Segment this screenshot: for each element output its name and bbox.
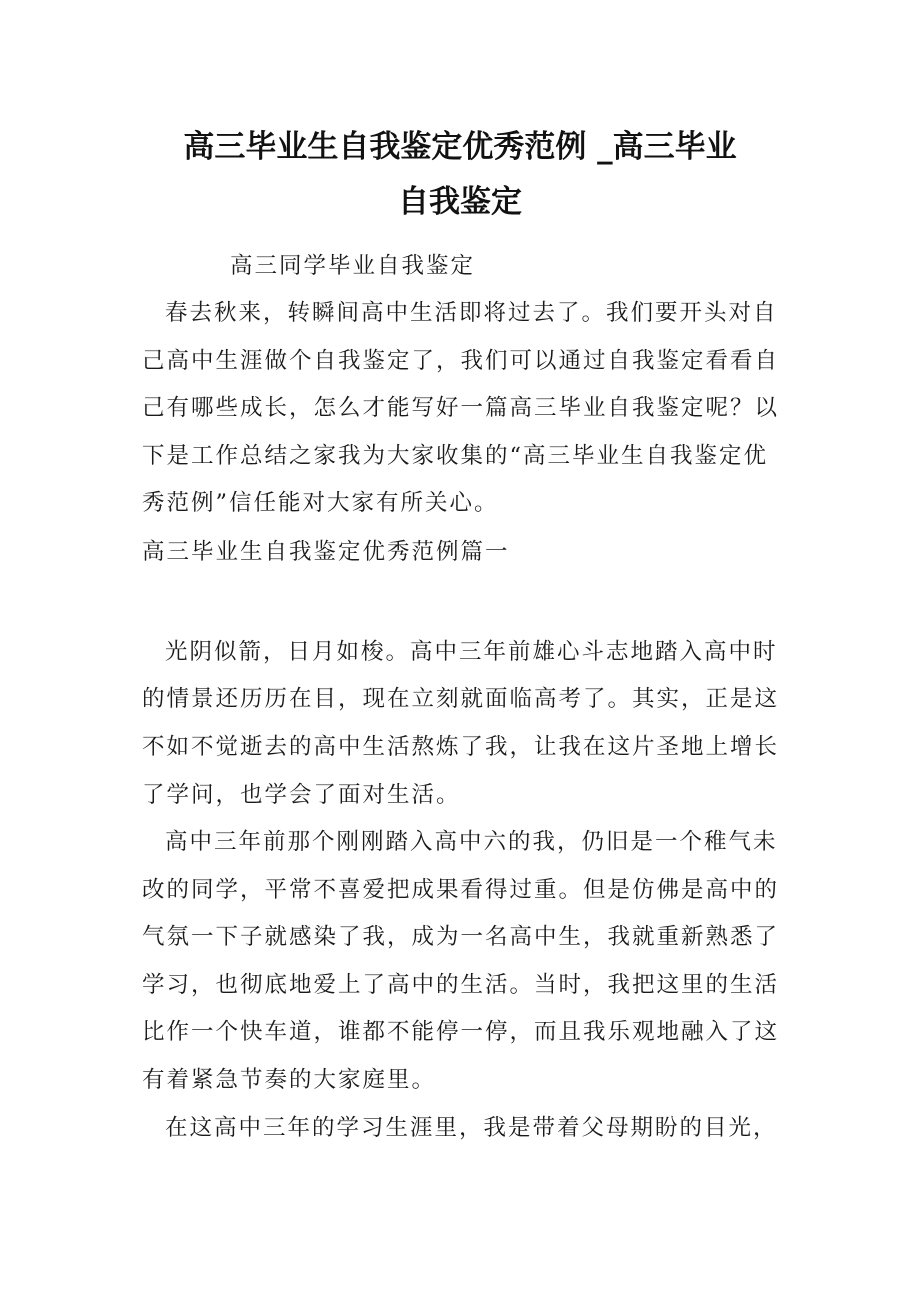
paragraph-line: 的情景还历历在目，现在立刻就面临高考了。其实，正是这 [142, 686, 780, 712]
paragraph-line: 在这高中三年的学习生涯里，我是带着父母期盼的目光， [165, 1115, 778, 1141]
paragraph-line: 有着紧急节奏的大家庭里。 [142, 1067, 437, 1093]
paragraph-line: 己有哪些成长，怎么才能写好一篇高三毕业自我鉴定呢？以 [142, 395, 780, 421]
paragraph-line: 秀范例”信任能对大家有所关心。 [142, 490, 499, 516]
paragraph-line: 春去秋来，转瞬间高中生活即将过去了。我们要开头对自 [165, 300, 778, 326]
paragraph-line: 了学问，也学会了面对生活。 [142, 782, 461, 808]
paragraph-line: 不如不觉逝去的高中生活熬炼了我，让我在这片圣地上增长 [142, 734, 780, 760]
paragraph-line: 下是工作总结之家我为大家收集的“高三毕业生自我鉴定优 [142, 443, 769, 469]
document-title-line-2: 自我鉴定 [398, 184, 522, 220]
paragraph-line: 比作一个快车道，谁都不能停一停，而且我乐观地融入了这 [142, 1019, 780, 1045]
paragraph-line: 气氛一下子就感染了我，成为一名高中生，我就重新熟悉了 [142, 924, 780, 950]
paragraph-line: 光阴似箭，日月如梭。高中三年前雄心斗志地踏入高中时 [165, 639, 778, 665]
paragraph-line: 己高中生涯做个自我鉴定了，我们可以通过自我鉴定看看自 [142, 348, 780, 374]
document-title-line-1: 高三毕业生自我鉴定优秀范例 _高三毕业 [183, 129, 737, 165]
paragraph-line: 改的同学，平常不喜爱把成果看得过重。但是仿佛是高中的 [142, 877, 780, 903]
section-heading: 高三毕业生自我鉴定优秀范例篇一 [142, 539, 510, 565]
paragraph-line: 学习，也彻底地爱上了高中的生活。当时，我把这里的生活 [142, 972, 780, 998]
document-subtitle: 高三同学毕业自我鉴定 [230, 253, 476, 279]
paragraph-line: 高中三年前那个刚刚踏入高中六的我，仍旧是一个稚气未 [165, 829, 778, 855]
